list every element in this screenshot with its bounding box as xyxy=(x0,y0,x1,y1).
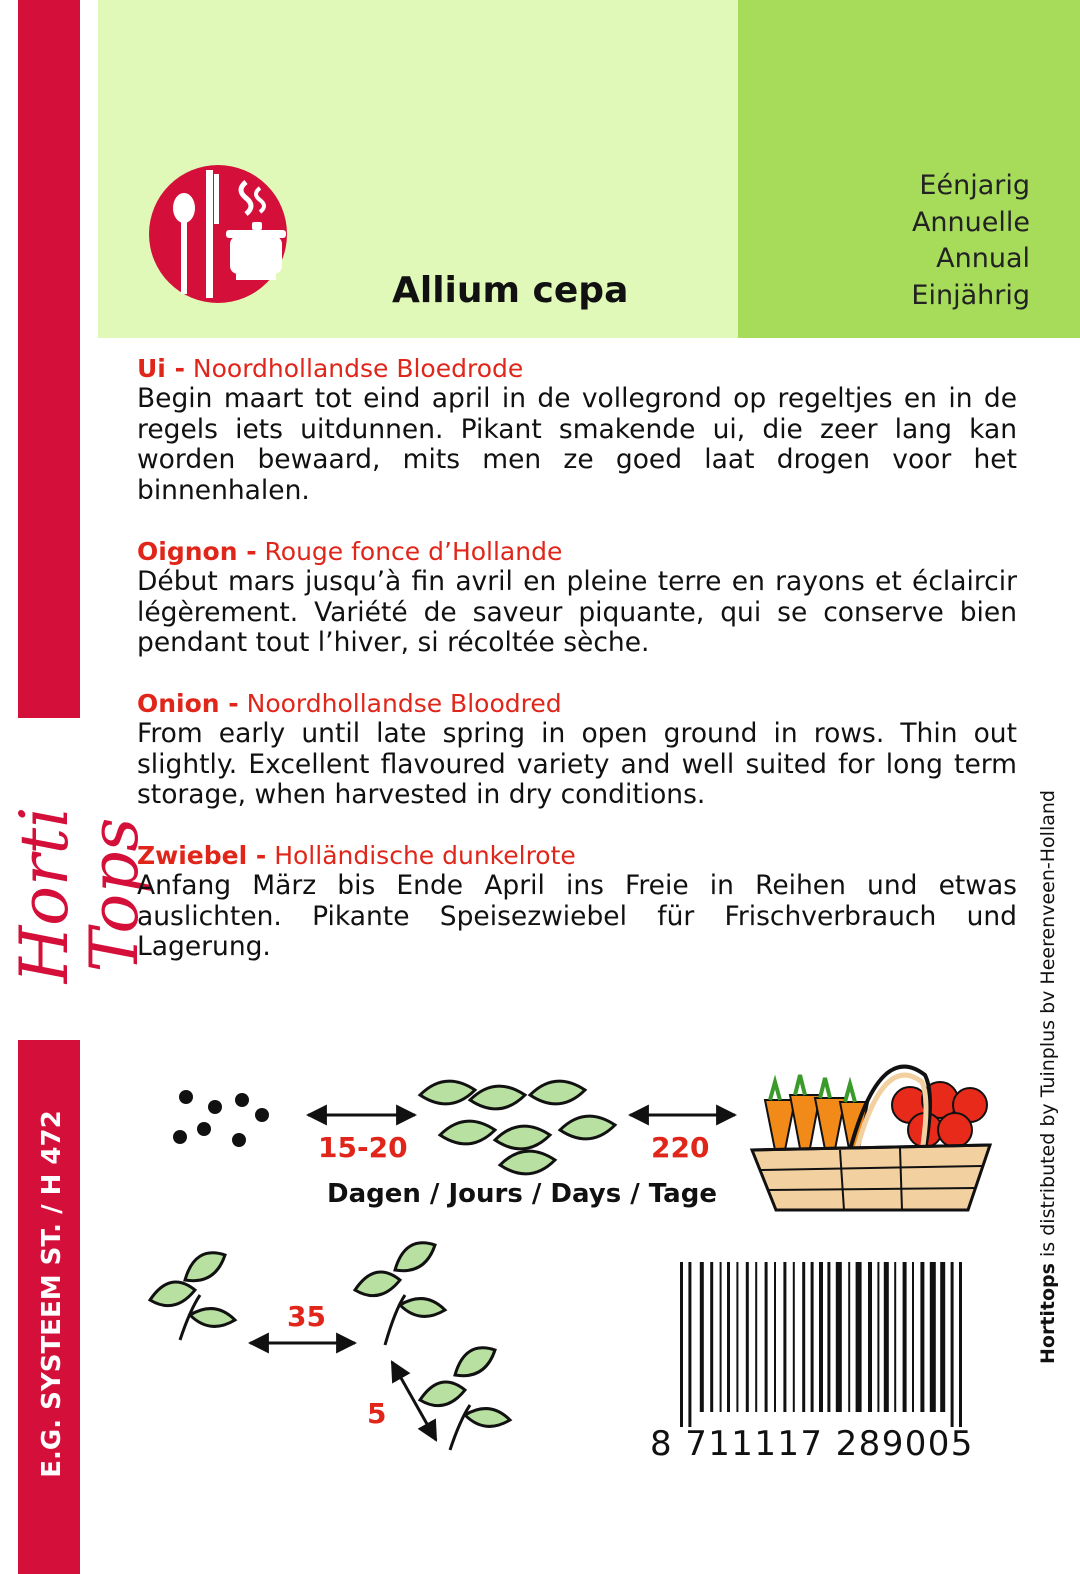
plant-spacing-value: 5 xyxy=(367,1397,387,1430)
crop-name: Oignon - xyxy=(137,537,257,566)
lifecycle-nl: Eénjarig xyxy=(919,170,1030,201)
seedlings-icon xyxy=(420,1081,615,1174)
barcode-bar xyxy=(920,1262,924,1412)
description-text: From early until late spring in open ground in rows. Thin out slightly. Excellent flavoured variety and well suited for long term storage, when harvested in dry conditions. xyxy=(137,718,1017,810)
description-heading xyxy=(137,354,1017,384)
barcode-bar xyxy=(765,1262,768,1412)
barcode-bar xyxy=(720,1262,722,1412)
barcode-bar xyxy=(811,1262,814,1412)
barcode-bar xyxy=(951,1262,954,1427)
barcode-bar xyxy=(836,1262,842,1412)
barcode-bar xyxy=(688,1262,691,1427)
barcode-bar xyxy=(884,1262,889,1412)
days-label: Dagen / Jours / Days / Tage xyxy=(327,1179,717,1209)
brand-script-logo: Horti Tops xyxy=(6,806,153,984)
barcode-bar xyxy=(680,1262,683,1427)
barcode-bar xyxy=(827,1262,830,1412)
description-heading xyxy=(137,841,1017,871)
barcode-bar xyxy=(912,1262,914,1412)
barcode-bar xyxy=(894,1262,896,1412)
description-heading xyxy=(137,689,1017,719)
lifecycle-list xyxy=(911,168,1030,314)
distributor-brand: Hortitops xyxy=(1037,1263,1059,1364)
description-text: Début mars jusqu’à fin avril en pleine terre en rayons et éclaircir légèrement. Variété de saveur piquante, qui se conserve bien pendant tout l’hiver, si récoltée sèche. xyxy=(137,566,1017,658)
description-de xyxy=(137,841,1017,963)
plant-spacing-illustration xyxy=(140,1240,540,1460)
barcode-bar xyxy=(783,1262,786,1412)
crop-name: Zwiebel - xyxy=(137,841,267,870)
barcode-bar xyxy=(940,1262,945,1412)
barcode-bar xyxy=(930,1262,936,1412)
brand-strip-top xyxy=(18,0,80,718)
barcode-bar xyxy=(727,1262,730,1412)
row-spacing-value: 35 xyxy=(287,1300,326,1333)
description-en xyxy=(137,689,1017,811)
variety-name: Noordhollandse Bloedrode xyxy=(192,354,524,383)
crop-name: Onion - xyxy=(137,689,239,718)
distributor-text: is distributed by Tuinplus bv Heerenveen-Holland xyxy=(1037,790,1059,1264)
variety-name: Noordhollandse Bloodred xyxy=(246,689,562,718)
lifecycle-de: Einjährig xyxy=(911,279,1030,311)
harvest-days: 220 xyxy=(651,1131,710,1164)
description-text: Begin maart tot eind april in de vollegrond op regeltjes en in de regels iets uitdunnen. Pikant smakende ui, die zeer lang kan worden bewaard, mits men ze goed laat drogen voor het binnenhalen. xyxy=(137,383,1017,506)
lifecycle-en: Annual xyxy=(936,243,1030,274)
variety-name: Holländische dunkelrote xyxy=(274,841,576,870)
barcode-bar xyxy=(802,1262,805,1412)
barcode-number: 8 711117 289005 xyxy=(650,1424,974,1464)
barcode-bar xyxy=(868,1262,872,1412)
description-text: Anfang März bis Ende April ins Freie in Reihen und etwas auslichten. Pikante Speisezwiebel für Frischverbrauch und Lagerung. xyxy=(137,870,1017,962)
barcode-bar xyxy=(848,1262,850,1412)
description-nl xyxy=(137,354,1017,506)
distributor-note xyxy=(1036,790,1060,1364)
germination-days: 15-20 xyxy=(318,1131,408,1164)
description-heading xyxy=(137,537,1017,567)
barcode-bar xyxy=(959,1262,962,1427)
plant-right-icon xyxy=(355,1243,445,1345)
barcode-bar xyxy=(700,1262,704,1412)
latin-name: Allium cepa xyxy=(392,270,629,311)
barcode-bar xyxy=(710,1262,713,1412)
plant-left-icon xyxy=(150,1253,235,1340)
barcode-bar xyxy=(877,1262,879,1412)
crop-name: Ui - xyxy=(137,354,185,383)
barcode xyxy=(674,1262,984,1432)
barcode-bar xyxy=(819,1262,823,1412)
barcode-bar xyxy=(736,1262,738,1412)
barcode-bar xyxy=(856,1262,862,1412)
barcode-bar xyxy=(755,1262,757,1412)
barcode-bar xyxy=(793,1262,795,1412)
barcode-bar xyxy=(774,1262,776,1412)
seeds-icon xyxy=(173,1090,269,1147)
description-fr xyxy=(137,537,1017,659)
harvest-basket-icon xyxy=(752,1067,990,1210)
variety-name: Rouge fonce d’Hollande xyxy=(264,537,563,566)
kitchen-vegetable-icon xyxy=(148,164,288,304)
lifecycle-fr: Annuelle xyxy=(911,206,1030,238)
barcode-bar xyxy=(746,1262,749,1412)
product-code: E.G. SYSTEEM ST. / H 472 xyxy=(37,1110,67,1478)
barcode-bar xyxy=(903,1262,907,1412)
